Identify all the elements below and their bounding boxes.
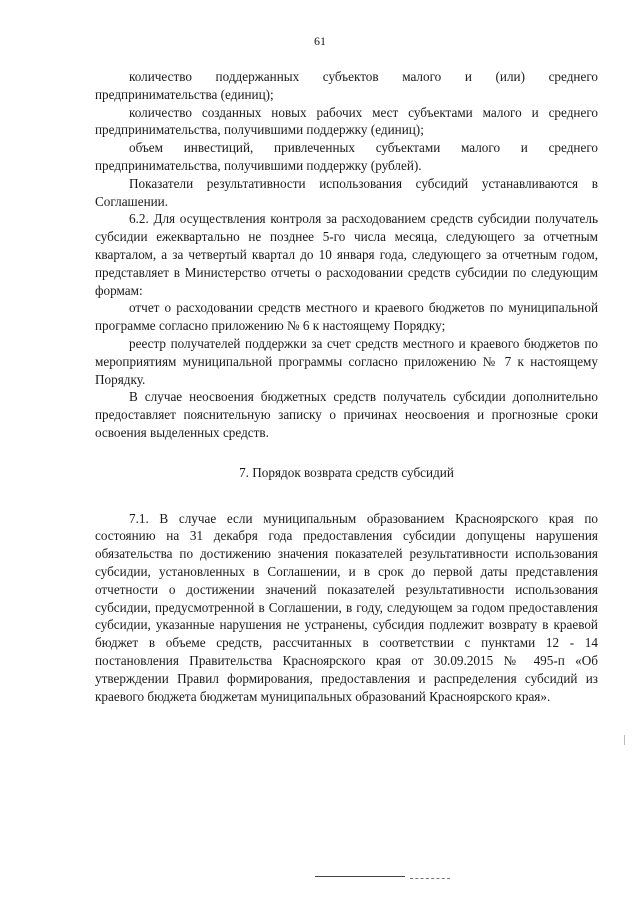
paragraph: отчет о расходовании средств местного и краевого бюджетов по муниципальной программе согласно приложению № 6 к настоящему Порядку; [95,300,598,334]
paragraph: объем инвестиций, привлеченных субъектами малого и среднего предпринимательства, получившими поддержку (рублей). [95,140,598,173]
scan-artifact-mark [624,735,625,745]
paragraph: реестр получателей поддержки за счет средств местного и краевого бюджетов по мероприятиям муниципальной программы согласно приложению № 7 к настоящему Порядку. [95,335,598,387]
section-heading: 7. Порядок возврата средств субсидий [239,464,454,480]
paragraph: В случае неосвоения бюджетных средств получатель субсидии дополнительно предоставляет пояснительную записку о причинах неосвоения и прогнозные сроки освоения выделенных средств. [95,389,598,440]
paragraph: количество созданных новых рабочих мест субъектами малого и среднего предпринимательства, получившими поддержку (единиц); [95,104,598,138]
paragraph: 7.1. В случае если муниципальным образованием Красноярского края по состоянию на 31 декабря года предоставления субсидии допущены нарушения обязательства по достижению значения показателей результативности использования субсидии, установленных в Соглашении, и в срок до первой даты представления отчетности о достижении значений показателей результативности использования субсидии, предусмотренной в Соглашении, в году, следующем за годом предоставления субсидии, указанные нарушения не устранены, субсидия подлежит возврату в краевой бюджет в объеме средств, рассчитанных в соответствии с пунктами 12 - 14 постановления Правительства Красноярского края от 30.09.2015 № 495-п «Об утверждении Правил формирования, предоставления и распределения субсидий из краевого бюджета бюджетам муниципальных образований Красноярского края». [95,510,598,704]
paragraph: 6.2. Для осуществления контроля за расходованием средств субсидии получатель субсидии ежеквартально не позднее 5-го числа месяца, следующего за отчетным кварталом, а за четвертый квартал до 10 января года, следующего за отчетным годом, представляет в Министерство отчеты о расходовании средств субсидии по следующим формам: [95,211,598,298]
document-body [95,68,598,705]
scan-artifact-dash [410,878,450,880]
paragraph: Показатели результативности использования субсидий устанавливаются в Соглашении. [95,175,598,209]
scan-artifact-line [315,876,405,877]
paragraph: количество поддержанных субъектов малого и (или) среднего предпринимательства (единиц); [95,69,598,102]
page-number: 61 [314,34,326,48]
